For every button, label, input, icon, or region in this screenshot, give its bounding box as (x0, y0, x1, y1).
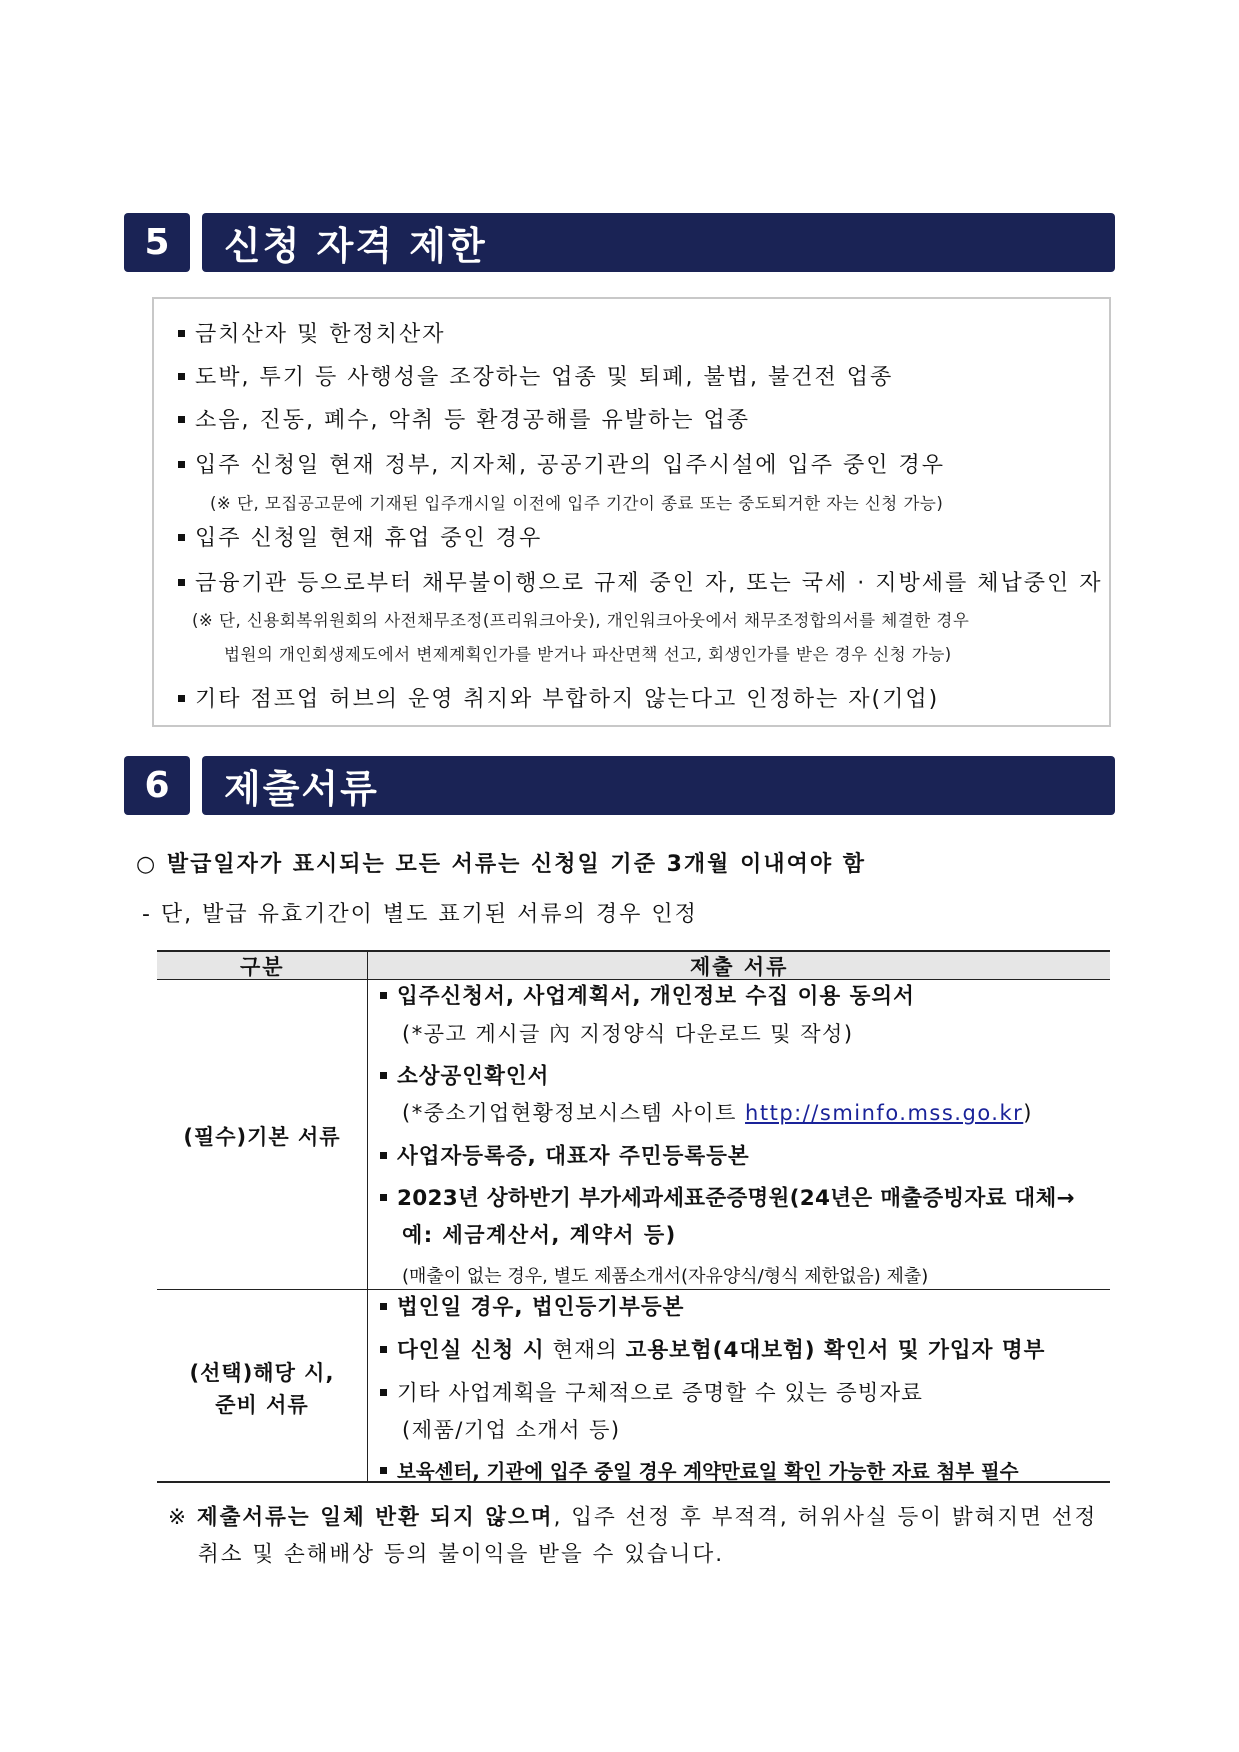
bullet-icon (178, 534, 185, 541)
list-item: 기타 점프업 허브의 운영 취지와 부합하지 않는다고 인정하는 자(기업) (178, 682, 939, 713)
bullet-icon (380, 1194, 387, 1201)
bullet-icon (178, 373, 185, 380)
list-item: 금융기관 등으로부터 채무불이행으로 규제 중인 자, 또는 국세 · 지방세를 체납중인 자 (178, 566, 1102, 597)
bullet-icon (178, 695, 185, 702)
required-item: 2023년 상하반기 부가세과세표준증명원(24년은 매출증빙자료 대체→ (380, 1181, 1075, 1212)
required-item-note: (매출이 없는 경우, 별도 제품소개서(자유양식/형식 제한없음) 제출) (402, 1266, 929, 1287)
required-category: (필수)기본 서류 (183, 1125, 341, 1149)
table-header-category: 구분 (240, 955, 285, 979)
required-item-continued: 예: 세금계산서, 계약서 등) (402, 1223, 677, 1247)
list-item: 도박, 투기 등 사행성을 조장하는 업종 및 퇴폐, 불법, 불건전 업종 (178, 360, 893, 391)
optional-category: (선택)해당 시, (189, 1361, 335, 1385)
list-item: 금치산자 및 한정치산자 (178, 317, 446, 348)
optional-item: 다인실 신청 시 현재의 고용보험(4대보험) 확인서 및 가입자 명부 (380, 1333, 1045, 1364)
footer-note: ※ 제출서류는 일체 반환 되지 않으며, 입주 선정 후 부적격, 허위사실 등이 밝혀지면 선정 (168, 1505, 1098, 1530)
docs-intro-sub: - 단, 발급 유효기간이 별도 표기된 서류의 경우 인정 (142, 902, 698, 927)
section-number: 6 (124, 756, 190, 815)
bullet-icon (178, 579, 185, 586)
bullet-icon (380, 992, 387, 999)
section-6-header (124, 756, 1115, 815)
required-item: 사업자등록증, 대표자 주민등록등본 (380, 1139, 750, 1170)
bullet-icon (178, 461, 185, 468)
bullet-icon (380, 1389, 387, 1396)
optional-item: 법인일 경우, 법인등기부등본 (380, 1290, 684, 1321)
list-item: 입주 신청일 현재 정부, 지자체, 공공기관의 입주시설에 입주 중인 경우 (178, 448, 945, 479)
table-header-documents: 제출 서류 (690, 955, 789, 979)
table-top-border (157, 950, 1110, 952)
bullet-icon (178, 416, 185, 423)
sminfo-link[interactable]: http://sminfo.mss.go.kr (745, 1101, 1024, 1125)
footer-note-continued: 취소 및 손해배상 등의 불이익을 받을 수 있습니다. (198, 1542, 725, 1567)
restriction-note: (※ 단, 신용회복위원회의 사전채무조정(프리워크아웃), 개인워크아웃에서 채무조정합의서를 체결한 경우 (192, 611, 970, 630)
optional-item: 기타 사업계획을 구체적으로 증명할 수 있는 증빙자료 (380, 1376, 923, 1407)
optional-item-note: (제품/기업 소개서 등) (402, 1418, 621, 1442)
bullet-icon (178, 330, 185, 337)
bullet-icon (380, 1467, 387, 1474)
section-title: 제출서류 (202, 756, 1115, 815)
required-item: 소상공인확인서 (380, 1059, 549, 1090)
list-item: 입주 신청일 현재 휴업 중인 경우 (178, 521, 542, 552)
section-5-header (124, 213, 1115, 272)
bullet-icon (380, 1072, 387, 1079)
table-header-background (157, 950, 1110, 979)
required-item-note: (*공고 게시글 內 지정양식 다운로드 및 작성) (402, 1022, 854, 1046)
bullet-icon (380, 1346, 387, 1353)
restriction-note: (※ 단, 모집공고문에 기재된 입주개시일 이전에 입주 기간이 종료 또는 중도퇴거한 자는 신청 가능) (210, 494, 944, 513)
section-title: 신청 자격 제한 (202, 213, 1115, 272)
bullet-icon (380, 1303, 387, 1310)
required-item-note: (*중소기업현황정보시스템 사이트 http://sminfo.mss.go.kr) (402, 1101, 1033, 1125)
required-item: 입주신청서, 사업계획서, 개인정보 수집 이용 동의서 (380, 979, 915, 1010)
section-number: 5 (124, 213, 190, 272)
restriction-note: 법원의 개인회생제도에서 변제계획인가를 받거나 파산면책 선고, 회생인가를 받은 경우 신청 가능) (224, 645, 952, 664)
optional-category: 준비 서류 (215, 1393, 309, 1417)
restrictions-box (152, 297, 1111, 727)
bullet-icon (380, 1152, 387, 1159)
docs-intro-main: ○ 발급일자가 표시되는 모든 서류는 신청일 기준 3개월 이내여야 함 (136, 852, 866, 877)
optional-item: 보육센터, 기관에 입주 중일 경우 계약만료일 확인 가능한 자료 첨부 필수 (380, 1456, 1019, 1484)
table-column-divider (367, 950, 368, 1482)
list-item: 소음, 진동, 폐수, 악취 등 환경공해를 유발하는 업종 (178, 403, 750, 434)
